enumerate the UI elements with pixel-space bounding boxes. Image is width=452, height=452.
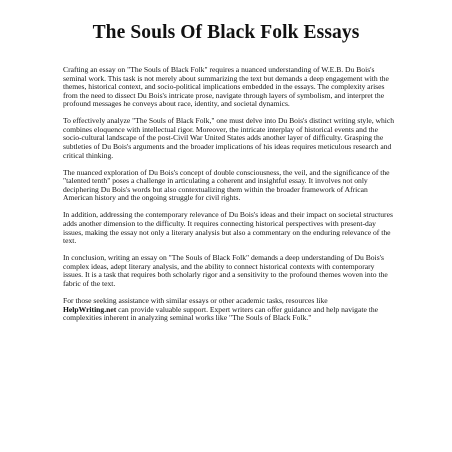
resources-lead-text: For those seeking assistance with similar essays or other academic tasks, resources like (63, 296, 328, 305)
paragraph-intro: Crafting an essay on "The Souls of Black Folk" requires a nuanced understanding of W.E.B. Du Bois's seminal work. This task is not merely about summarizing the text but demands a deep engagement with the themes, historical context, and socio-political implications embedded in the essays. The complexity arises from the need to dissect Du Bois's intricate prose, navigate through layers of symbolism, and interpret the profound messages he conveys about race, identity, and societal dynamics. (63, 65, 389, 109)
helpwriting-link[interactable]: HelpWriting.net (63, 304, 117, 314)
paragraph-writing-style: To effectively analyze "The Souls of Black Folk," one must delve into Du Bois's distinct writing style, which combines eloquence with intellectual rigor. Moreover, the intricate interplay of historical events and the socio-cultural landscape of the post-Civil War United States adds another layer of difficulty. Grasping the subtleties of Du Bois's arguments and the broader implications of his ideas requires meticulous research and critical thinking. (63, 116, 395, 160)
paragraph-resources (63, 297, 395, 323)
paragraph-conclusion: In conclusion, writing an essay on "The Souls of Black Folk" demands a deep understanding of Du Bois's complex ideas, adept literary analysis, and the ability to connect historical contexts with contemporary issues. It is a task that requires both scholarly rigor and a sensitivity to the profound themes woven into the fabric of the text. (63, 253, 388, 288)
essay-body (63, 66, 395, 331)
paragraph-contemporary-relevance: In addition, addressing the contemporary relevance of Du Bois's ideas and their impact on societal structures adds another dimension to the difficulty. It requires connecting historical perspectives with present-day issues, making the essay not only a literary analysis but also a commentary on the enduring relevance of the text. (63, 210, 393, 246)
page-title: The Souls Of Black Folk Essays (92, 22, 360, 43)
paragraph-double-consciousness: The nuanced exploration of Du Bois's concept of double consciousness, the veil, and the significance of the "talented tenth" poses a challenge in articulating a coherent and insightful essay. It involves not only deciphering Du Bois's words but also contextualizing them within the broader framework of African American history and the ongoing struggle for civil rights. (63, 167, 390, 203)
resources-tail-text: can provide valuable support. Expert writers can offer guidance and help navigate the complexities inherent in analyzing seminal works like "The Souls of Black Folk." (63, 304, 378, 323)
